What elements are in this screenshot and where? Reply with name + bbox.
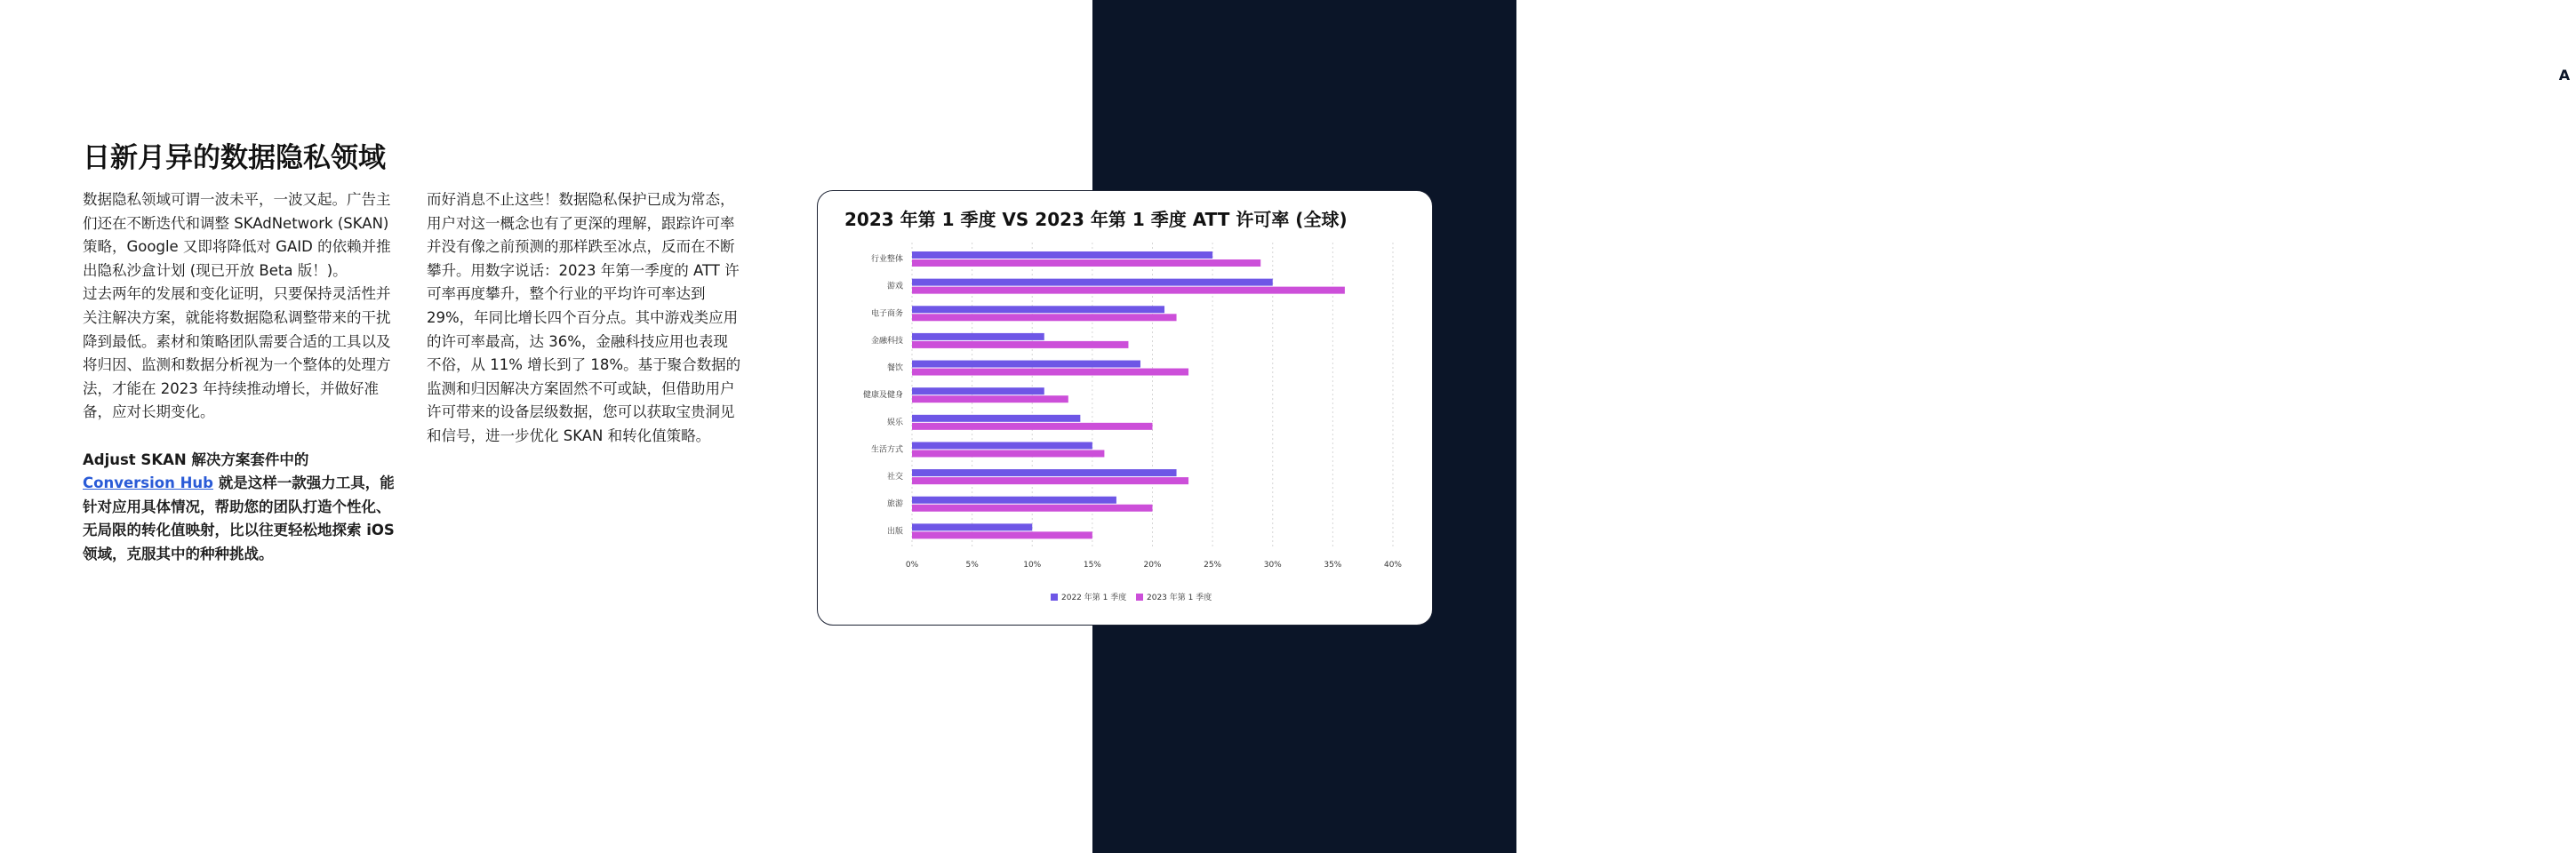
bar (912, 415, 1080, 422)
paragraph-intro: 数据隐私领域可谓一波未平，一波又起。广告主们还在不断迭代和调整 SKAdNetwork (SKAN) 策略，Google 又即将降低对 GAID 的依赖并推出隐私沙盒计划 (现已开放 Beta 版！)。 (83, 191, 391, 279)
category-label: 娱乐 (886, 418, 903, 427)
legend-swatch (1136, 594, 1143, 601)
x-tick-label: 25% (1204, 561, 1222, 570)
bar (912, 259, 1260, 267)
paragraph-conversion-hub (83, 449, 404, 567)
category-label: 行业整体 (870, 255, 903, 264)
bar (912, 361, 1140, 368)
bar (912, 387, 1044, 395)
bar (912, 369, 1188, 376)
category-label: 游戏 (886, 282, 903, 291)
bar (912, 477, 1188, 484)
x-tick-label: 0% (905, 561, 919, 570)
page-number: 5 (2564, 794, 2573, 810)
text-column-left (83, 188, 404, 567)
bar (912, 341, 1128, 348)
x-tick-label: 40% (1383, 561, 1403, 570)
adjust-logo-icon: A (2553, 64, 2576, 87)
page-heading: 日新月异的数据隐私领域 (83, 142, 386, 174)
category-label: 社交 (886, 473, 903, 482)
bar (912, 423, 1153, 430)
conversion-hub-prefix: Adjust SKAN 解决方案套件中的 (83, 450, 309, 468)
category-label: 旅游 (886, 499, 903, 509)
bar (912, 306, 1164, 313)
bar (912, 395, 1068, 403)
paragraph-gap (83, 425, 404, 449)
x-tick-label: 30% (1263, 561, 1282, 570)
x-tick-label: 10% (1023, 561, 1042, 570)
bar (912, 469, 1177, 476)
conversion-hub-suffix: 就是这样一款强力工具，能针对应用具体情况，帮助您的团队打造个性化、无局限的转化值映射，比以往更轻松地探索 iOS 领域，克服其中的种种挑战。 (83, 474, 395, 562)
legend-label: 2022 年第 1 季度 (1061, 594, 1127, 602)
category-label: 出版 (886, 527, 903, 537)
bar (912, 531, 1092, 538)
category-label: 金融科技 (870, 336, 903, 346)
x-tick-label: 35% (1324, 561, 1342, 570)
bar (912, 442, 1092, 449)
x-tick-label: 15% (1083, 561, 1101, 570)
x-tick-label: 5% (965, 561, 979, 570)
category-label: 电子商务 (870, 309, 903, 319)
chart-card (817, 190, 1433, 626)
att-bar-chart (818, 191, 1434, 626)
report-title: 2023年移动应用趋势报告 (2554, 96, 2571, 275)
bar (912, 505, 1153, 512)
paragraph-att-rates: 而好消息不止这些！数据隐私保护已成为常态，用户对这一概念也有了更深的理解，跟踪许可率并没有像之前预测的那样跌至冰点，反而在不断攀升。用数字说话：2023 年第一季度的 ATT 许可率再度攀升，整个行业的平均许可率达到 29%，年同比增长四个百分点。其中游戏类应用的许可率最高，达 36%，金融科技应用也表现不俗，从 11% 增长到了 18%。基于聚合数据的监测和归因解决方案固然不可或缺，但借助用户许可带来的设备层级数据，您可以获取宝贵洞见和信号，进一步优化 SKAN 和转化值策略。 (427, 191, 741, 444)
bar (912, 314, 1177, 321)
x-tick-label: 20% (1143, 561, 1162, 570)
category-label: 餐饮 (886, 363, 903, 373)
bar (912, 287, 1345, 294)
bar (912, 251, 1212, 259)
bar (912, 450, 1104, 457)
legend-swatch (1051, 594, 1058, 601)
category-label: 健康及健身 (862, 391, 903, 401)
text-column-right (427, 188, 742, 449)
conversion-hub-link[interactable]: Conversion Hub (83, 474, 213, 492)
category-label: 生活方式 (870, 445, 903, 455)
bar (912, 497, 1116, 504)
bar (912, 279, 1273, 286)
chart-title: 2023 年第 1 季度 VS 2023 年第 1 季度 ATT 许可率 (全球) (844, 209, 1348, 230)
legend-label: 2023 年第 1 季度 (1147, 594, 1212, 602)
paragraph-flexibility: 过去两年的发展和变化证明，只要保持灵活性并关注解决方案，就能将数据隐私调整带来的干扰降到最低。素材和策略团队需要合适的工具以及将归因、监测和数据分析视为一个整体的处理方法，才能在 2023 年持续推动增长，并做好准备，应对长期变化。 (83, 285, 391, 421)
bar (912, 333, 1044, 340)
bar (912, 523, 1032, 530)
